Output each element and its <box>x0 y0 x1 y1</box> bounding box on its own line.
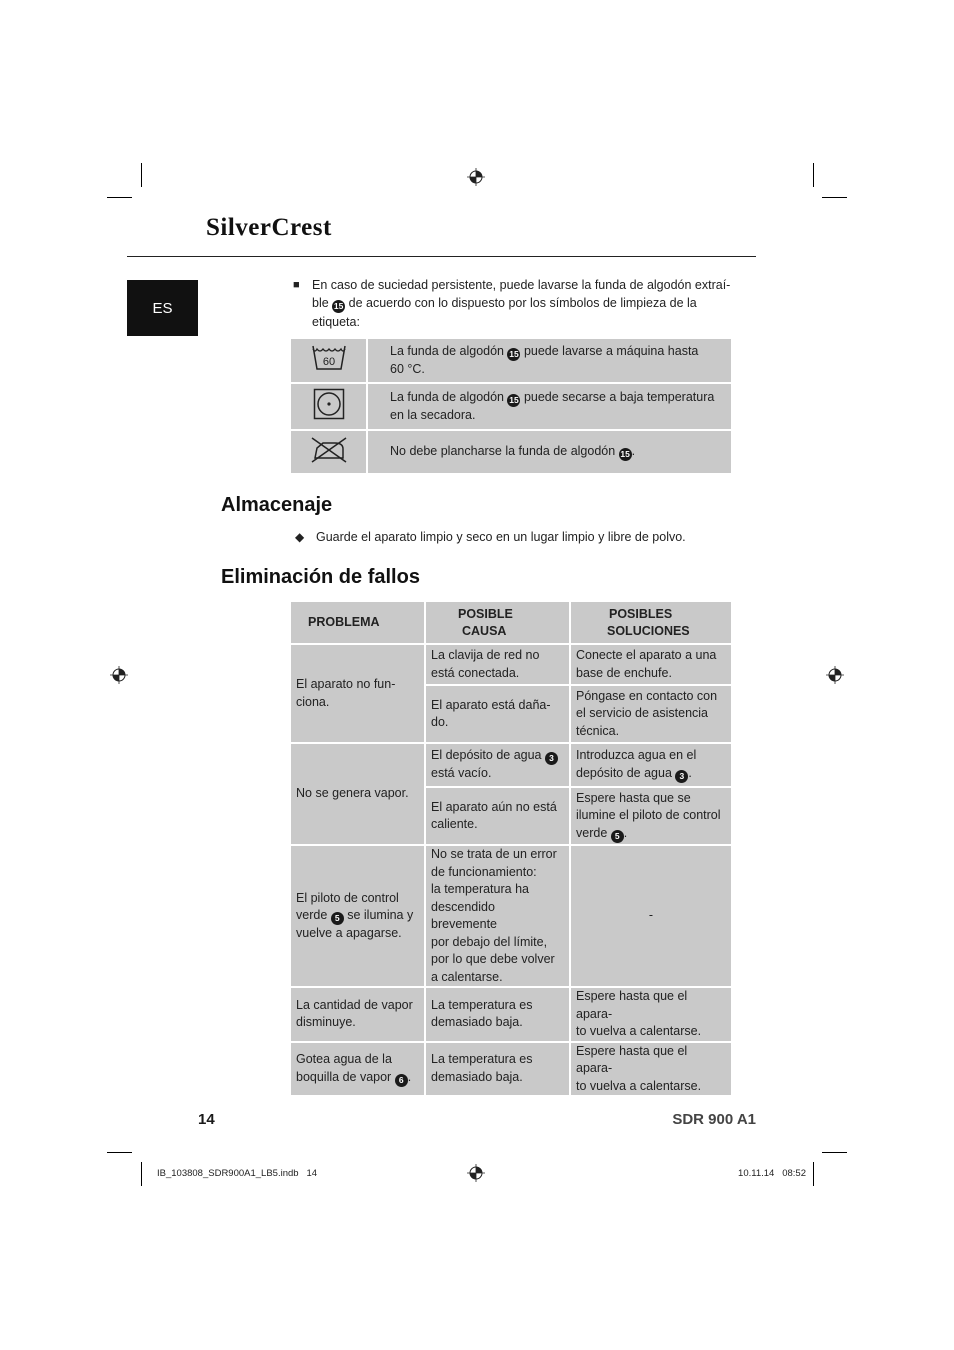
wash-temp-label: 60 <box>322 356 335 368</box>
cell-line: la temperatura ha <box>431 882 529 896</box>
cell-line: La clavija de red no <box>431 648 540 662</box>
cell-line: por lo que debe volver <box>431 952 555 966</box>
cell-text: . <box>623 825 628 840</box>
crop-mark <box>813 1162 814 1186</box>
table-row <box>291 846 731 988</box>
cell-line: Póngase en contacto con <box>576 688 718 703</box>
header-cause <box>426 602 571 645</box>
care-text: puede lavarse a máquina hasta <box>520 344 699 358</box>
care-icon-cell <box>291 384 368 431</box>
troubleshooting-heading: Eliminación de fallos <box>221 566 420 588</box>
solution-cell <box>571 788 731 846</box>
cell-line: disminuye. <box>296 1015 356 1030</box>
care-text: No debe plancharse la funda de algodón <box>390 444 619 458</box>
solution-cell <box>571 744 731 788</box>
cell-line: La cantidad de vapor <box>296 997 413 1012</box>
header-line: POSIBLE <box>458 607 513 621</box>
registration-mark-icon <box>467 168 485 186</box>
care-text: La funda de algodón <box>390 344 508 358</box>
cell-line: El aparato está daña- <box>431 697 551 712</box>
part-number-badge: 3 <box>545 752 558 765</box>
table-row <box>291 744 731 788</box>
cell-line: técnica. <box>576 723 620 738</box>
cell-line: demasiado baja. <box>431 1069 523 1084</box>
care-icon-cell <box>291 339 368 384</box>
cell-line: el servicio de asistencia <box>576 706 709 721</box>
cell-text: verde <box>576 825 611 840</box>
problem-cell <box>291 744 426 846</box>
cell-line: Gotea agua de la <box>296 1052 392 1066</box>
cell-line: Espere hasta que se <box>576 790 691 805</box>
crop-mark <box>107 197 132 198</box>
solution-cell <box>571 988 731 1043</box>
print-file-slug: IB_103808_SDR900A1_LB5.indb 14 <box>157 1168 318 1179</box>
troubleshooting-table <box>291 602 731 1097</box>
care-symbols-table <box>291 339 731 475</box>
crop-mark <box>822 1152 847 1153</box>
intro-bullet: ■ <box>293 279 300 291</box>
intro-text: ble <box>312 296 333 310</box>
crop-mark <box>813 163 814 187</box>
cell-text: El depósito de agua <box>431 748 545 763</box>
cell-line: Espere hasta que el apara- <box>576 989 688 1021</box>
cell-line: está conectada. <box>431 665 520 680</box>
care-line: 60 °C. <box>390 362 425 376</box>
care-line <box>390 443 717 461</box>
brand-logo: SilverCrest <box>206 214 332 241</box>
cell-line: de funcionamiento: <box>431 864 537 879</box>
solution-cell <box>571 645 731 686</box>
intro-line: En caso de suciedad persistente, puede lavarse la funda de algodón extraí- <box>312 278 731 292</box>
cell-line <box>431 747 564 765</box>
crop-mark <box>107 1152 132 1153</box>
cause-cell <box>426 1043 571 1098</box>
cell-line: to vuelva a calentarse. <box>576 1024 702 1038</box>
header-rule <box>127 256 756 257</box>
cell-line: ilumine el piloto de control <box>576 808 721 822</box>
header-line: POSIBLES <box>609 607 673 621</box>
registration-mark-icon <box>467 1164 485 1182</box>
page-number: 14 <box>198 1111 215 1128</box>
cause-cell <box>426 744 571 788</box>
cell-line: a calentarse. <box>431 969 503 984</box>
cell-line: El aparato no fun- <box>296 677 396 691</box>
cell-line <box>296 1069 419 1087</box>
storage-text: Guarde el aparato limpio y seco en un lugar limpio y libre de polvo. <box>316 530 686 544</box>
registration-mark-icon <box>110 666 128 684</box>
part-number-badge: 15 <box>333 301 344 311</box>
intro-text: de acuerdo con lo dispuesto por los símbolos de limpieza de la <box>345 296 697 310</box>
intro-line: etiqueta: <box>312 315 360 329</box>
part-number-badge: 6 <box>395 1074 408 1087</box>
cell-line: do. <box>431 715 449 729</box>
cell-line <box>576 825 726 843</box>
cell-line: caliente. <box>431 817 478 831</box>
cell-line: No se trata de un error <box>431 847 557 861</box>
cell-text: verde <box>296 908 331 922</box>
cell-line <box>296 907 419 925</box>
cell-text: . <box>407 1069 412 1084</box>
cell-line: El aparato aún no está <box>431 799 557 814</box>
cell-line: está vacío. <box>431 766 492 781</box>
care-line <box>390 389 717 407</box>
table-header-row <box>291 602 731 645</box>
problem-cell <box>291 645 426 744</box>
cell-line: demasiado baja. <box>431 1015 523 1030</box>
cell-line: Introduzca agua en el <box>576 748 697 763</box>
cause-cell <box>426 846 571 988</box>
cell-line: Espere hasta que el apara- <box>576 1043 688 1075</box>
cell-line: por debajo del límite, <box>431 934 548 949</box>
part-number-badge: 15 <box>620 449 630 459</box>
crop-mark <box>141 163 142 187</box>
care-row <box>291 384 731 431</box>
registration-mark-icon <box>826 666 844 684</box>
care-line: en la secadora. <box>390 408 476 422</box>
header-solutions <box>571 602 731 645</box>
cell-text: boquilla de vapor <box>296 1069 395 1084</box>
cell-line <box>576 765 726 783</box>
cell-line: ciona. <box>296 694 330 709</box>
cell-line: Conecte el aparato a una <box>576 648 717 662</box>
table-row <box>291 645 731 686</box>
cause-cell <box>426 988 571 1043</box>
care-row <box>291 339 731 384</box>
part-number-badge: 15 <box>509 349 519 359</box>
solution-cell <box>571 846 731 988</box>
no-iron-icon <box>309 435 349 465</box>
cell-line: La temperatura es <box>431 1052 533 1067</box>
solution-cell <box>571 1043 731 1098</box>
cell-text: se ilumina y <box>343 908 414 922</box>
care-text-cell <box>368 384 731 431</box>
storage-heading: Almacenaje <box>221 494 333 516</box>
cause-cell <box>426 686 571 744</box>
care-text: puede secarse a baja temperatura <box>520 390 715 404</box>
problem-cell <box>291 846 426 988</box>
header-line: CAUSA <box>462 623 507 638</box>
part-number-badge: 5 <box>331 912 344 925</box>
header-problem: PROBLEMA <box>291 602 426 645</box>
cell-line: No se genera vapor. <box>296 786 409 801</box>
table-row <box>291 1043 731 1098</box>
care-text: La funda de algodón <box>390 390 508 404</box>
cause-cell <box>426 788 571 846</box>
care-text-cell <box>368 339 731 384</box>
model-number: SDR 900 A1 <box>672 1111 756 1128</box>
cell-line: vuelve a apagarse. <box>296 926 402 940</box>
cell-text: . <box>688 765 692 780</box>
care-icon-cell <box>291 431 368 475</box>
care-row <box>291 431 731 475</box>
crop-mark <box>141 1162 142 1186</box>
care-text-cell <box>368 431 731 475</box>
part-number-badge: 3 <box>675 770 688 783</box>
table-row <box>291 988 731 1043</box>
language-tab: ES <box>127 280 198 336</box>
cell-line: descendido brevemente <box>431 899 498 931</box>
part-number-badge: 5 <box>611 830 624 843</box>
cause-cell <box>426 645 571 686</box>
header-line: SOLUCIONES <box>607 623 690 638</box>
wash-60-icon <box>311 344 347 372</box>
cell-line: - <box>648 908 654 923</box>
print-timestamp: 10.11.14 08:52 <box>738 1168 806 1179</box>
cell-line: to vuelva a calentarse. <box>576 1078 702 1093</box>
problem-cell <box>291 1043 426 1098</box>
cell-text: depósito de agua <box>576 765 676 780</box>
tumble-dry-low-icon <box>313 388 345 420</box>
part-number-badge: 15 <box>509 395 519 405</box>
problem-cell <box>291 988 426 1043</box>
storage-bullet: ◆ <box>295 530 305 544</box>
solution-cell <box>571 686 731 744</box>
care-line <box>390 343 717 361</box>
cell-line: El piloto de control <box>296 890 399 905</box>
care-text: . <box>631 444 636 458</box>
cell-line: base de enchufe. <box>576 665 672 680</box>
crop-mark <box>822 197 847 198</box>
intro-paragraph <box>312 276 732 331</box>
cell-line: La temperatura es <box>431 997 533 1012</box>
intro-line <box>312 294 732 313</box>
